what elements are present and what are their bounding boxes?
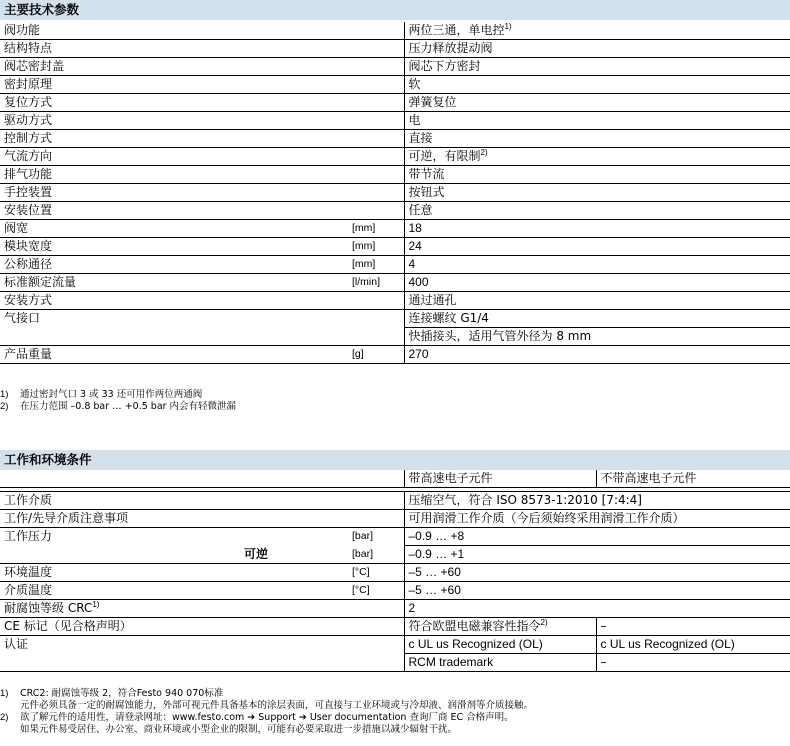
footnote-number: 2) (0, 712, 9, 723)
row-value: 通过通孔 (408, 293, 457, 307)
row-unit: [°C] (348, 564, 404, 582)
row-label: 安装方式 (0, 292, 348, 310)
row-value: 电 (408, 113, 421, 127)
row-value: –5 … +60 (404, 564, 790, 582)
row-label: 密封原理 (0, 76, 348, 94)
row-value-cell (404, 274, 790, 292)
row-unit: [°C] (348, 582, 404, 600)
table-header-row (0, 470, 790, 488)
row-unit (348, 94, 404, 112)
row-unit: [g] (348, 346, 404, 364)
row-value: 直接 (408, 131, 433, 145)
footnote-text: 欲了解元件的适用性，请登录网址：www.festo.com ➔ Support ➔ User documentation 查询厂商 EC 合格声明。 (20, 712, 514, 723)
row-label: 环境温度 (0, 564, 348, 582)
row-unit (348, 148, 404, 166)
row-label: 阀功能 (0, 22, 348, 40)
row-value: 符合欧盟电磁兼容性指令 (408, 619, 541, 633)
row-label: 耐腐蚀等级 CRC (4, 601, 93, 615)
row-value-cell (404, 238, 790, 256)
footnote-line (0, 724, 790, 736)
footnote-number: 1) (0, 688, 9, 699)
footnote-ref: 2) (480, 148, 488, 157)
row-value-cell (404, 130, 790, 148)
row-value: 快插接头，适用气管外径为 8 mm (404, 328, 790, 346)
row-label: 阀芯密封盖 (0, 58, 348, 76)
table-row (0, 636, 790, 654)
row-value: 可逆，有限制 (408, 149, 481, 163)
row-value: 两位三通，单电控 (408, 23, 505, 37)
row-unit (348, 166, 404, 184)
table-row (0, 510, 790, 528)
conditions-table (0, 470, 790, 672)
column-header-with-electronics: 带高速电子元件 (404, 470, 596, 488)
row-value: RCM trademark (404, 654, 596, 672)
column-header-without-electronics: 不带高速电子元件 (596, 470, 790, 488)
table-row (0, 220, 790, 238)
row-value-cell (404, 166, 790, 184)
table-row (0, 256, 790, 274)
row-label: 工作/先导介质注意事项 (0, 510, 404, 528)
table-row (0, 238, 790, 256)
row-label: 手控装置 (0, 184, 348, 202)
row-value: 弹簧复位 (408, 95, 457, 109)
row-unit (348, 76, 404, 94)
row-unit: [mm] (348, 238, 404, 256)
row-value-cell (404, 40, 790, 58)
row-value-cell (404, 184, 790, 202)
row-unit (348, 292, 404, 310)
footnote-number: 1) (0, 389, 9, 400)
table-row (0, 148, 790, 166)
main-specs-footnotes (0, 389, 790, 413)
footnote-number: 2) (0, 401, 9, 412)
footnote-text: 元件必须具备一定的耐腐蚀能力，外部可视元件具备基本的涂层表面，可直接与工业环境或与冷却液、润滑剂等介质接触。 (20, 700, 534, 711)
table-row (0, 564, 790, 582)
table-row (0, 328, 790, 346)
row-value: – (596, 654, 790, 672)
row-label: 驱动方式 (0, 112, 348, 130)
table-row (0, 654, 790, 672)
row-label: 气流方向 (0, 148, 348, 166)
row-label: 介质温度 (0, 582, 348, 600)
section-title-conditions: 工作和环境条件 (0, 450, 790, 470)
row-value-cell (404, 202, 790, 220)
row-unit (348, 58, 404, 76)
row-unit (348, 40, 404, 58)
footnote-line (0, 712, 790, 724)
row-value: 阀芯下方密封 (408, 59, 481, 73)
row-label: 认证 (4, 637, 29, 651)
row-label: 复位方式 (0, 94, 348, 112)
table-row (0, 310, 790, 328)
table-row (0, 274, 790, 292)
row-value: 按钮式 (408, 185, 445, 199)
row-unit (348, 184, 404, 202)
row-value: 270 (404, 346, 790, 364)
row-value: 带节流 (408, 167, 445, 181)
row-unit (348, 22, 404, 40)
footnote-text: 在压力范围 –0.8 bar … +0.5 bar 内会有轻微泄漏 (20, 401, 237, 412)
row-value: c UL us Recognized (OL) (596, 636, 790, 654)
row-value-cell (404, 58, 790, 76)
row-unit (348, 112, 404, 130)
row-value-cell (404, 112, 790, 130)
row-label: 阀宽 (0, 220, 348, 238)
conditions-footnotes (0, 688, 790, 736)
row-value-cell (404, 148, 790, 166)
row-unit: [bar] (352, 530, 374, 542)
row-value-cell (404, 292, 790, 310)
row-label: 安装位置 (0, 202, 348, 220)
footnote-text: 如果元件易受居住、办公室、商业环境或小型企业的限制，可能有必要采取进一步措施以减少辐射干扰。 (20, 724, 458, 735)
row-value: 连接螺纹 G1/4 (404, 310, 790, 328)
row-unit (348, 130, 404, 148)
footnote-line (0, 688, 790, 700)
footnote (0, 401, 790, 413)
row-value-cell (404, 94, 790, 112)
table-row (0, 618, 790, 636)
table-row (0, 346, 790, 364)
table-row (0, 582, 790, 600)
table-row (0, 58, 790, 76)
table-row (0, 202, 790, 220)
row-value-cell (404, 220, 790, 238)
row-label: 气接口 (4, 311, 41, 325)
row-value-cell (404, 22, 790, 40)
row-value: 软 (408, 77, 421, 91)
table-row (0, 112, 790, 130)
row-label: CE 标记（见合格声明） (0, 618, 404, 636)
row-label: 产品重量 (0, 346, 348, 364)
table-row (0, 600, 790, 618)
row-value: 4 (408, 257, 416, 271)
table-row (0, 546, 790, 564)
row-value: 24 (408, 239, 422, 253)
row-value: 压力释放提动阀 (408, 41, 493, 55)
row-value: 压缩空气，符合 ISO 8573-1:2010 [7:4:4] (404, 492, 790, 510)
table-row (0, 22, 790, 40)
row-value-cell (404, 256, 790, 274)
row-value: 任意 (408, 203, 433, 217)
row-unit: [mm] (348, 256, 404, 274)
footnote-ref: 2) (540, 618, 548, 627)
table-row (0, 130, 790, 148)
footnote-line (0, 700, 790, 712)
row-value: 2 (404, 600, 790, 618)
row-value: 18 (408, 221, 422, 235)
row-label: 标准额定流量 (0, 274, 348, 292)
row-value: –0.9 … +8 (404, 528, 790, 546)
footnote-text: 通过密封气口 3 或 33 还可用作两位两通阀 (20, 389, 203, 400)
table-row (0, 94, 790, 112)
footnote-ref: 1) (92, 600, 100, 609)
table-row (0, 528, 790, 546)
table-row (0, 166, 790, 184)
row-label: 公称通径 (0, 256, 348, 274)
row-value: –0.9 … +1 (404, 546, 790, 564)
row-sublabel: 可逆 (244, 546, 269, 561)
main-specs-table (0, 22, 790, 364)
table-row (0, 492, 790, 510)
row-value: 可用润滑工作介质（今后须始终采用润滑工作介质） (404, 510, 790, 528)
footnote-text: CRC2: 耐腐蚀等级 2，符合Festo 940 070标准 (20, 688, 224, 699)
row-label: 模块宽度 (0, 238, 348, 256)
row-value: 400 (408, 275, 429, 289)
row-label: 控制方式 (0, 130, 348, 148)
row-label: 结构特点 (0, 40, 348, 58)
row-unit: [bar] (348, 546, 404, 564)
row-value: – (596, 618, 790, 636)
row-label: 排气功能 (0, 166, 348, 184)
footnote (0, 389, 790, 401)
section-title-main-specs: 主要技术参数 (0, 0, 790, 20)
row-label: 工作介质 (0, 492, 404, 510)
row-label: 工作压力 (4, 529, 53, 543)
row-unit: [l/min] (348, 274, 404, 292)
row-unit (348, 202, 404, 220)
footnote-ref: 1) (504, 22, 512, 31)
table-row (0, 184, 790, 202)
row-unit: [mm] (348, 220, 404, 238)
table-row (0, 76, 790, 94)
table-row (0, 40, 790, 58)
row-value: –5 … +60 (404, 582, 790, 600)
table-row (0, 292, 790, 310)
row-value-cell (404, 76, 790, 94)
row-value: c UL us Recognized (OL) (404, 636, 596, 654)
